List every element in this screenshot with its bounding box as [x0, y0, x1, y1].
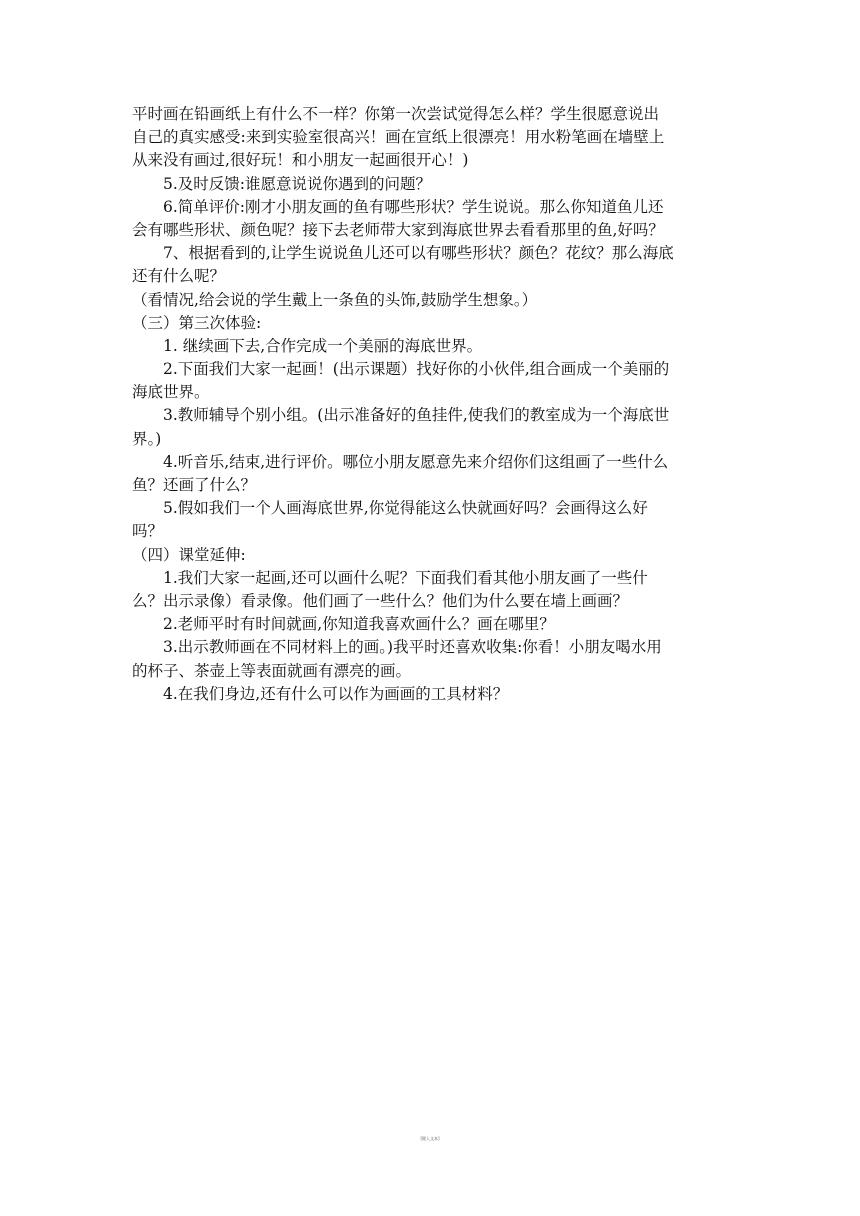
text-line: 鱼？还画了什么？	[132, 476, 257, 494]
text-line: 1.我们大家一起画,还可以画什么呢？下面我们看其他小朋友画了一些什	[163, 568, 648, 587]
section-heading: （四）课堂延伸:	[132, 545, 246, 564]
text-line: 2.老师平时有时间就画,你知道我喜欢画什么？画在哪里？	[163, 615, 555, 634]
text-line: 5.假如我们一个人画海底世界,你觉得能这么快就画好吗？会画得这么好	[163, 499, 648, 518]
text-line: 3.教师辅导个别小组。(出示准备好的鱼挂件,使我们的教室成为一个海底世	[163, 406, 670, 425]
text-line: 么？出示录像）看录像。他们画了一些什么？他们为什么要在墙上画画？	[132, 591, 629, 610]
text-line: 3.出示教师画在不同材料上的画。)我平时还喜欢收集:你看！小朋友喝水用	[163, 638, 662, 657]
text-line: 从来没有画过,很好玩！和小朋友一起画很开心！)	[132, 151, 469, 170]
text-line: 还有什么呢？	[132, 267, 226, 286]
page-footer: [键入文本]	[420, 1136, 440, 1141]
text-line: 4.在我们身边,还有什么可以作为画画的工具材料？	[163, 684, 509, 703]
text-line: 4.听音乐,结束,进行评价。哪位小朋友愿意先来介绍你们这组画了一些什么	[163, 452, 669, 471]
text-line: 2.下面我们大家一起画！(出示课题）找好你的小伙伴,组合画成一个美丽的	[163, 360, 670, 379]
text-line: 界。)	[132, 429, 162, 448]
text-line: 5.及时反馈:谁愿意说说你遇到的问题？	[163, 174, 432, 193]
text-line: 7、根据看到的,让学生说说鱼儿还可以有哪些形状？颜色？花纹？那么海底	[163, 244, 674, 263]
text-line: 平时画在铅画纸上有什么不一样？你第一次尝试觉得怎么样？学生很愿意说出	[132, 105, 660, 123]
text-line: （看情况,给会说的学生戴上一条鱼的头饰,鼓励学生想象。）	[132, 290, 538, 309]
text-line: 的杯子、茶壶上等表面就画有漂亮的画。	[132, 661, 412, 680]
document-body	[132, 103, 732, 706]
text-line: 1. 继续画下去,合作完成一个美丽的海底世界。	[163, 336, 483, 355]
text-line: 海底世界。	[132, 383, 210, 402]
text-line: 6.简单评价:刚才小朋友画的鱼有哪些形状？学生说说。那么你知道鱼儿还	[163, 197, 664, 216]
text-line: 会有哪些形状、颜色呢？接下去老师带大家到海底世界去看看那里的鱼,好吗？	[132, 220, 664, 239]
section-heading: （三）第三次体验:	[132, 313, 262, 332]
text-line: 自己的真实感受:来到实验室很高兴！画在宣纸上很漂亮！用水粉笔画在墙壁上	[132, 128, 665, 147]
text-line: 吗？	[132, 522, 164, 541]
